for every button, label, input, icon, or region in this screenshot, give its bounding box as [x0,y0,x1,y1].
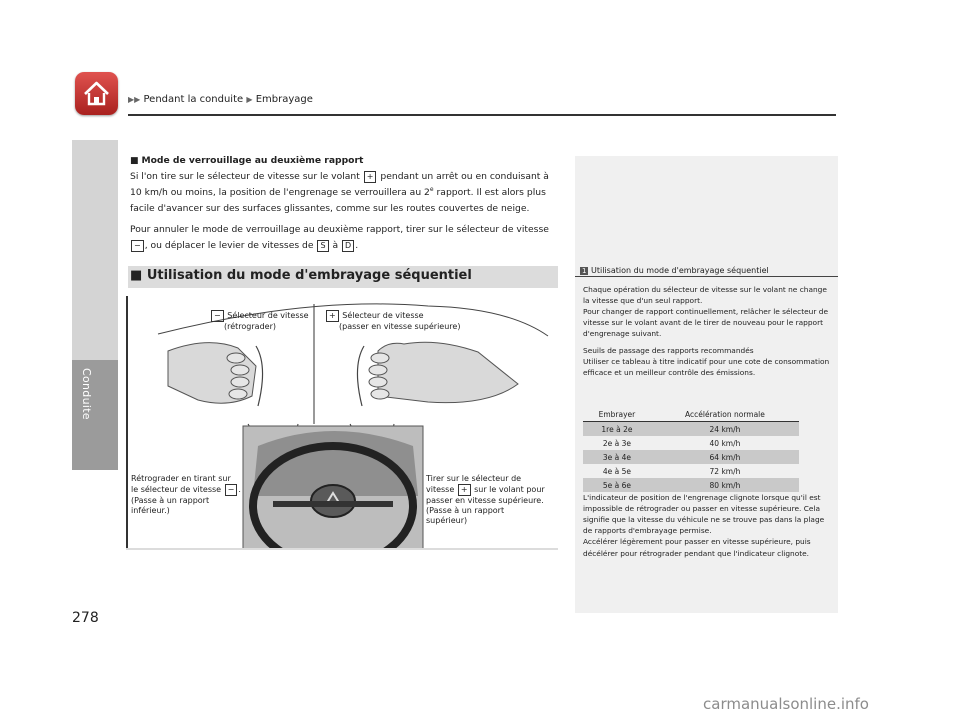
table-header: Embrayer [583,408,651,422]
section-title [130,268,472,283]
section-lock-mode [130,153,560,254]
text: passer en vitesse supérieure. [426,496,544,505]
text: km/h ou moins, la position de l'engrenage se verrouillera au 2 [144,187,430,198]
table-cell: 72 km/h [709,466,741,476]
breadcrumb-link-conduite[interactable]: Pendant la conduite [143,94,244,105]
text: Pour annuler le mode de verrouillage au deuxième rapport, tirer sur le sélecteur de vitesse [130,224,549,236]
table-row [583,436,799,450]
table-cell: 3e à 4e [583,450,651,464]
text: L'indicateur de position de l'engrenage clignote lorsque qu'il est impossible de rétrograder ou passer en vitesse supérieure. Cela signifie que la vitesse du véhicule ne se trouve pas dans la plage de rapports d'embrayage permise. [583,493,825,536]
chevron-right-icon: ▶▶ [128,95,141,104]
text: Seuils de passage des rapports recommandés [583,345,754,355]
sidebar-tab-light [72,140,118,360]
minus-key-icon: − [225,484,238,496]
table-cell: 24 km/h [651,422,799,437]
text: Accélérer légèrement pour passer en vitesse supérieure, puis décélérer pour rétrograder pendant que l'indicateur clignote. [583,537,811,558]
text: supérieur) [426,516,468,525]
table-cell: 80 km/h [651,478,799,492]
table-row [583,464,799,478]
text: pendant un arrêt ou en conduisant à 10 [130,171,549,198]
text: inférieur.) [131,506,170,515]
plus-key-icon: + [364,171,377,183]
label-downshift-instruction: Rétrograder en tirant sur le sélecteur de vitesse − . (Passe à un rapport inférieur.) [131,474,241,515]
text: sur le volant pour [474,485,545,494]
text: Si l'on tire sur le sélecteur de vitesse sur le volant [130,171,360,183]
text: (Passe à un rapport [131,496,210,505]
home-button[interactable] [75,72,118,115]
d-key-icon: D [342,240,354,252]
text: vitesse [426,485,455,494]
superscript: e [429,185,434,193]
text: le sélecteur de vitesse [131,485,222,494]
text: Chaque opération du sélecteur de vitesse sur le volant ne change la vitesse que d'un seul rapport. [583,285,827,306]
text: (passer en vitesse supérieure) [339,322,461,331]
minus-key-icon: − [211,310,224,322]
table-row [583,450,799,464]
table-cell: 64 km/h [651,450,799,464]
note-paragraph-2 [583,492,830,559]
text: Utiliser ce tableau à titre indicatif pour une cote de consommation efficace et un meilleur contrôle des émissions. [583,356,830,377]
text: , ou déplacer le levier de vitesses de [144,239,314,251]
note-title-text: Utilisation du mode d'embrayage séquentiel [591,266,769,275]
illustration-left-rule [126,296,128,550]
watermark: carmanualsonline.info [703,695,869,713]
table-cell: 2e à 3e [602,438,632,448]
square-bullet-icon: ■ [130,268,143,283]
label-upshift-instruction [426,474,545,526]
home-icon [75,72,118,115]
table-cell: 5e à 6e [583,478,651,492]
gear-shift-table [583,408,799,492]
illustration-bottom-rule [126,548,558,550]
table-cell: 1re à 2e [583,422,651,437]
text: Sélecteur de vitesse [342,311,424,320]
text: Sélecteur de vitesse [227,311,309,320]
section-heading: Mode de verrouillage au deuxième rapport [141,155,364,166]
text: d'avancer sur des surfaces glissantes, comme sur les routes couvertes de neige. [157,202,530,214]
text: Rétrograder en tirant sur [131,474,231,483]
plus-key-icon: + [458,484,471,496]
note-number-badge: 1 [582,267,587,275]
label-downshift-paddle [210,310,309,332]
text: à [332,239,339,251]
sidebar-label: Conduite [80,368,93,420]
minus-key-icon: − [131,240,144,252]
breadcrumb [128,94,313,105]
note-title [580,266,769,275]
text: Tirer sur le sélecteur de [426,474,522,483]
sidebar-tab-active[interactable] [72,360,118,470]
table-cell: 40 km/h [709,438,741,448]
breadcrumb-current[interactable]: Embrayage [255,94,313,105]
s-key-icon: S [317,240,328,252]
label-upshift-paddle [325,310,460,332]
text: (rétrograder) [224,322,276,331]
table-row [583,478,799,492]
paragraph-2: Pour annuler le mode de verrouillage au deuxième rapport, tirer sur le sélecteur de vitesse − , ou déplacer le levier de vitesses de S à D . [130,224,549,251]
section-title-text: Utilisation du mode d'embrayage séquentiel [146,268,472,283]
text: Pour changer de rapport continuellement, relâcher le sélecteur de vitesse sur le volant avant de le tirer de nouveau pour le rapport d'engrenage suivant. [583,307,828,339]
text: rapport. Il est alors plus facile [130,187,546,214]
plus-key-icon: + [326,310,339,322]
page-number: 278 [72,610,99,626]
text: (Passe à un rapport [426,506,505,515]
table-row [583,422,799,437]
square-bullet-icon: ■ [130,156,139,166]
chevron-right-icon: ▶ [246,95,253,104]
table-header: Accélération normale [651,408,799,422]
table-cell: 4e à 5e [602,466,632,476]
header-rule [128,114,836,116]
note-rule [575,276,838,277]
paragraph-1 [130,169,560,216]
note-paragraph-1 [583,284,830,378]
